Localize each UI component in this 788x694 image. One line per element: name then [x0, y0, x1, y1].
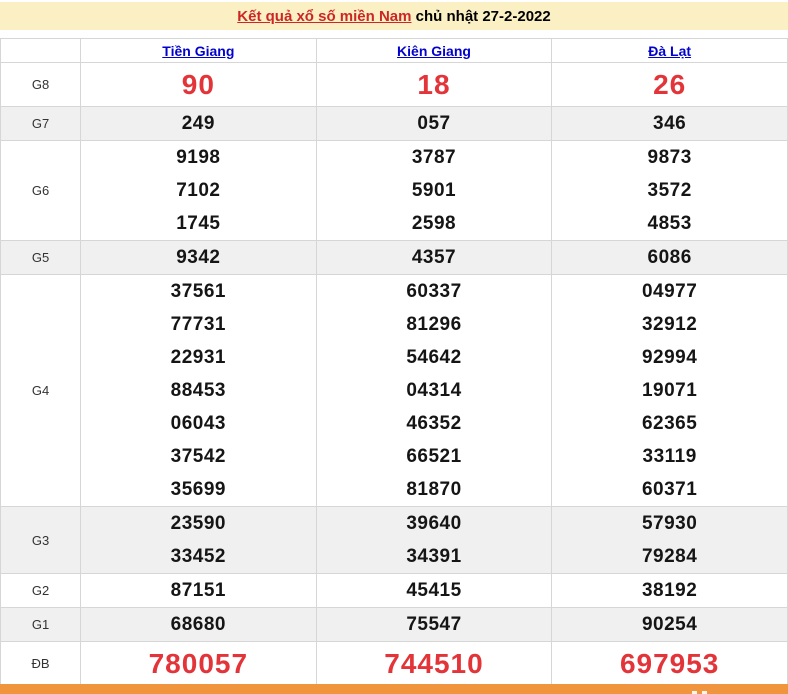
- prize-cell: [552, 642, 788, 686]
- prize-value: 5901: [411, 180, 457, 201]
- prize-value: 23590: [170, 513, 226, 534]
- prize-value: 81870: [406, 479, 462, 500]
- prize-cell: [316, 507, 552, 574]
- prize-value: 77731: [170, 314, 226, 335]
- prize-cell: [81, 642, 317, 686]
- prize-cell: [552, 507, 788, 574]
- prize-value: 249: [181, 113, 215, 134]
- prize-cell: [552, 141, 788, 241]
- prize-value: 057: [417, 113, 451, 134]
- prize-cell: [316, 241, 552, 275]
- prize-value: 9873: [647, 147, 692, 168]
- prize-cell: [316, 63, 552, 107]
- prize-row-G2: [1, 574, 788, 608]
- results-table: [0, 38, 788, 686]
- prize-value: 06043: [170, 413, 226, 434]
- row-label: G1: [1, 608, 81, 642]
- page-title: [0, 2, 788, 30]
- prize-value: 3572: [647, 180, 692, 201]
- row-label: G7: [1, 107, 81, 141]
- prize-value: 60371: [641, 479, 698, 500]
- prize-value: 62365: [641, 413, 698, 434]
- prize-value: 90: [181, 69, 215, 100]
- prize-value: 18: [417, 69, 451, 100]
- prize-value: 90254: [641, 614, 698, 635]
- prize-value: 79284: [641, 546, 698, 567]
- prize-value: 1745: [176, 213, 221, 234]
- prize-value: 68680: [170, 614, 226, 635]
- prize-cell: [81, 63, 317, 107]
- prize-value: 4357: [411, 247, 457, 268]
- prize-cell: [81, 507, 317, 574]
- prize-value: 81296: [406, 314, 462, 335]
- prize-value: 46352: [406, 413, 462, 434]
- prize-cell: [316, 141, 552, 241]
- prize-cell: [81, 241, 317, 275]
- prize-value: 19071: [641, 380, 698, 401]
- prize-row-G6: [1, 141, 788, 241]
- prize-cell: [552, 574, 788, 608]
- draw-date-text: chủ nhật 27-2-2022: [411, 7, 551, 25]
- prize-value: 744510: [384, 648, 484, 679]
- prize-cell: [316, 107, 552, 141]
- prize-value: 45415: [406, 580, 462, 601]
- prize-value: 66521: [406, 446, 462, 467]
- prize-value: 3787: [411, 147, 457, 168]
- prize-cell: [81, 275, 317, 507]
- prize-value: 7102: [176, 180, 221, 201]
- prize-row-G7: [1, 107, 788, 141]
- prize-value: 346: [653, 113, 687, 134]
- prize-cell: [552, 107, 788, 141]
- footer-orange-bar: [0, 684, 788, 694]
- row-label: G2: [1, 574, 81, 608]
- row-label: G5: [1, 241, 81, 275]
- row-label: G6: [1, 141, 81, 241]
- row-label: G8: [1, 63, 81, 107]
- prize-value: 38192: [641, 580, 698, 601]
- prize-value: 4853: [647, 213, 692, 234]
- prize-cell: [81, 574, 317, 608]
- region-title-link[interactable]: Kết quả xổ số miền Nam: [237, 7, 412, 25]
- prize-cell: [316, 608, 552, 642]
- prize-value: 75547: [406, 614, 462, 635]
- prize-cell: [552, 608, 788, 642]
- prize-value: 697953: [619, 648, 720, 679]
- prize-cell: [552, 275, 788, 507]
- prize-row-G4: [1, 275, 788, 507]
- province-link[interactable]: Đà Lạt: [648, 42, 692, 59]
- prize-cell: [316, 642, 552, 686]
- prize-value: 22931: [170, 347, 226, 368]
- row-label: G3: [1, 507, 81, 574]
- prize-cell: [316, 275, 552, 507]
- prize-cell: [81, 141, 317, 241]
- prize-value: 33119: [642, 446, 697, 467]
- row-label: ĐB: [1, 642, 81, 686]
- prize-value: 54642: [406, 347, 462, 368]
- prize-cell: [552, 241, 788, 275]
- column-header-row: [1, 39, 788, 63]
- prize-value: 26: [653, 69, 687, 100]
- row-label: G4: [1, 275, 81, 507]
- prize-value: 34391: [406, 546, 462, 567]
- prize-row-G3: [1, 507, 788, 574]
- prize-value: 04977: [641, 281, 698, 302]
- prize-value: 2598: [411, 213, 457, 234]
- prize-value: 9342: [176, 247, 221, 268]
- column-header-2: [316, 39, 552, 63]
- prize-value: 6086: [647, 247, 692, 268]
- prize-value: 88453: [170, 380, 226, 401]
- column-header-1: [81, 39, 317, 63]
- prize-value: 37561: [170, 281, 226, 302]
- prize-cell: [552, 63, 788, 107]
- prize-value: 92994: [641, 347, 698, 368]
- prize-value: 32912: [641, 314, 698, 335]
- prize-cell: [316, 574, 552, 608]
- prize-value: 57930: [641, 513, 698, 534]
- prize-cell: [81, 608, 317, 642]
- province-link[interactable]: Tiền Giang: [162, 42, 235, 59]
- prize-value: 33452: [170, 546, 226, 567]
- prize-row-G8: [1, 63, 788, 107]
- prize-value: 60337: [406, 281, 462, 302]
- prize-value: 04314: [406, 380, 462, 401]
- prize-row-ĐB: [1, 642, 788, 686]
- prize-value: 87151: [170, 580, 226, 601]
- prize-value: 37542: [170, 446, 226, 467]
- prize-value: 780057: [148, 648, 249, 679]
- corner-header-cell: [1, 39, 81, 63]
- prize-value: 39640: [406, 513, 462, 534]
- prize-row-G5: [1, 241, 788, 275]
- prize-value: 9198: [176, 147, 221, 168]
- prize-row-G1: [1, 608, 788, 642]
- province-link[interactable]: Kiên Giang: [397, 42, 471, 59]
- results-table-body: [1, 63, 788, 686]
- prize-cell: [81, 107, 317, 141]
- column-header-3: [552, 39, 788, 63]
- prize-value: 35699: [170, 479, 226, 500]
